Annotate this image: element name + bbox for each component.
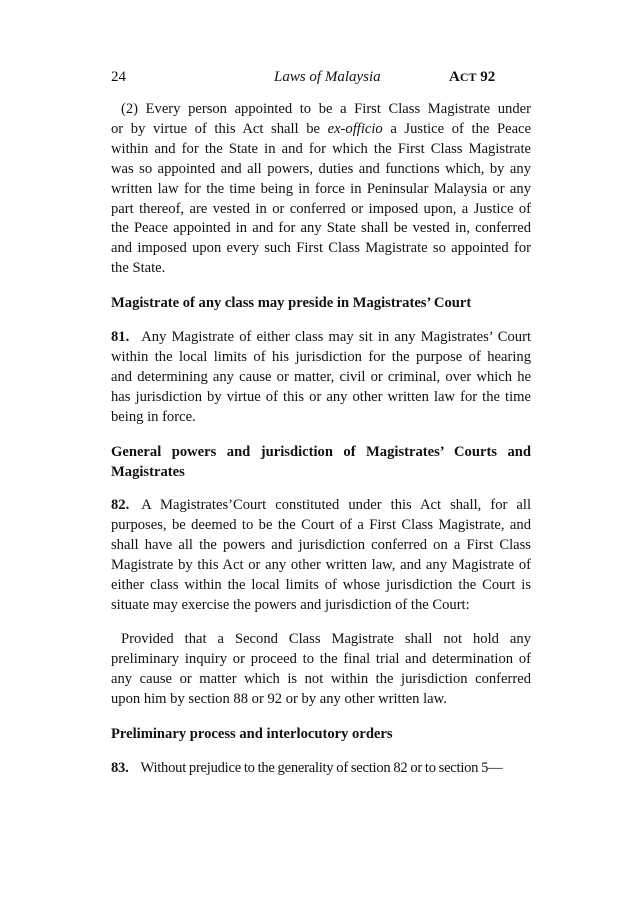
text-line: was so appointed and all powers, duties and functions which, by any xyxy=(111,160,531,177)
section-81-body xyxy=(111,328,531,428)
section-82-body xyxy=(111,496,531,615)
section-81-heading xyxy=(111,294,531,314)
text-line: and determining any cause or matter, civil or criminal, over which he xyxy=(111,368,531,385)
act-number: 92 xyxy=(480,69,496,85)
text-line: within and for the State in and for which the First Class Magistrate xyxy=(111,140,531,157)
act-label xyxy=(449,69,495,86)
text-line: preliminary inquiry or proceed to the final trial and determination of xyxy=(111,650,531,667)
heading-text: Magistrates xyxy=(111,463,185,480)
text-segment: Without prejudice to the generality of section 82 or to section 5— xyxy=(140,760,503,777)
text-line: the State. xyxy=(111,260,166,277)
section-83-heading xyxy=(111,725,531,745)
text-line: purposes, be deemed to be the Court of a First Class Magistrate, and xyxy=(111,517,531,534)
section-number: 82. xyxy=(111,497,130,514)
text-line xyxy=(111,759,531,779)
section-number: 81. xyxy=(111,329,130,346)
text-line: written law for the time being in force in Peninsular Malaysia or any xyxy=(111,180,531,197)
heading-text: Magistrate of any class may preside in Magistrates’ Court xyxy=(111,295,472,312)
text-line: either class within the local limits of whose jurisdiction the Court is xyxy=(111,577,531,594)
text-line xyxy=(111,496,531,516)
text-line: situate may exercise the powers and jurisdiction of the Court: xyxy=(111,596,470,613)
section-number: 83. xyxy=(111,760,129,777)
page-body xyxy=(111,100,531,779)
text-line: the Peace appointed in and for any State shall be vested in, conferred xyxy=(111,220,531,237)
ex-officio-term: ex-officio xyxy=(327,120,383,137)
text-segment: a Justice of the Peace xyxy=(382,120,532,137)
section-82-heading xyxy=(111,443,531,483)
text-line: upon him by section 88 or 92 or by any other written law. xyxy=(111,690,447,707)
text-line xyxy=(111,120,531,140)
text-line: any cause or matter which is not within the jurisdiction conferred xyxy=(111,670,531,687)
text-segment: or by virtue of this Act shall be xyxy=(111,120,328,137)
page-header xyxy=(111,69,531,89)
text-line: part thereof, are vested in or conferred or imposed upon, a Justice of xyxy=(111,200,531,217)
section-83-body xyxy=(111,759,531,779)
act-prefix: A xyxy=(449,69,460,85)
text-line: has jurisdiction by virtue of this or any other written law for the time xyxy=(111,388,531,405)
text-segment: Any Magistrate of either class may sit in any Magistrates’ Court xyxy=(141,329,531,346)
text-line: within the local limits of his jurisdiction for the purpose of hearing xyxy=(111,348,531,365)
heading-text: Preliminary process and interlocutory orders xyxy=(111,726,393,743)
act-rest: CT xyxy=(459,70,477,84)
text-line xyxy=(111,328,531,348)
text-line: Provided that a Second Class Magistrate shall not hold any xyxy=(121,630,531,647)
text-line: Magistrate by this Act or any other written law, and any Magistrate of xyxy=(111,557,531,574)
text-segment: A Magistrates’Court constituted under this Act shall, for all xyxy=(141,497,531,514)
text-line: shall have all the powers and jurisdiction conferred on a First Class xyxy=(111,537,531,554)
page-number: 24 xyxy=(111,69,126,85)
text-line: and imposed upon every such First Class Magistrate so appointed for xyxy=(111,240,531,257)
running-title: Laws of Malaysia xyxy=(274,69,381,85)
text-line: being in force. xyxy=(111,408,196,425)
section-82-proviso xyxy=(111,630,531,710)
subsection-2 xyxy=(111,100,531,279)
text-line: (2) Every person appointed to be a First Class Magistrate under xyxy=(121,101,531,117)
heading-text: General powers and jurisdiction of Magistrates’ Courts and xyxy=(111,443,531,460)
